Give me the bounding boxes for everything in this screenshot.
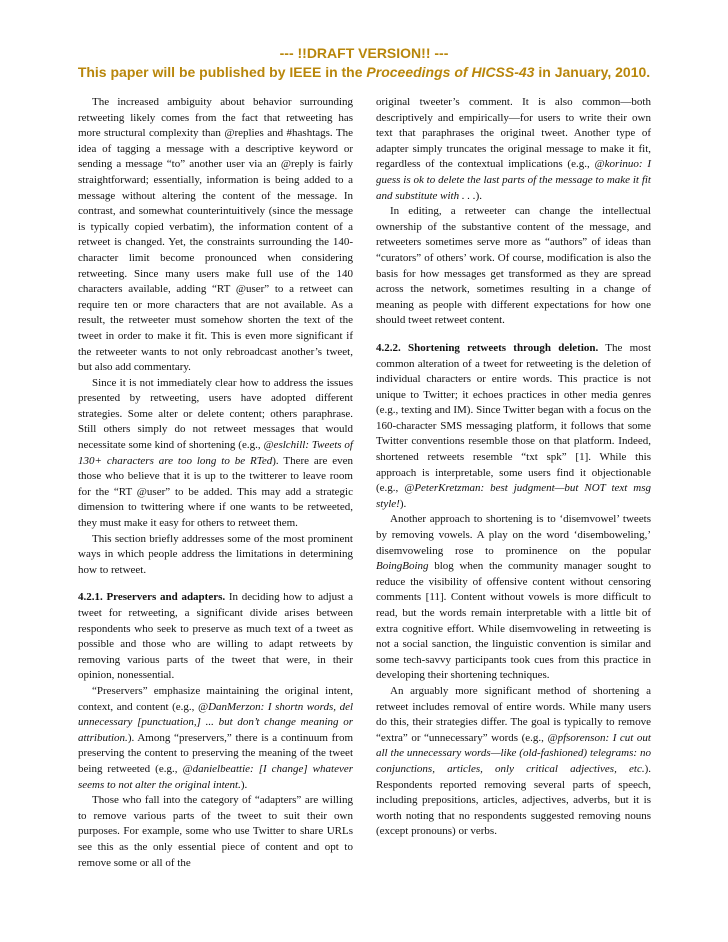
section-heading-4-2-2: 4.2.2. Shortening retweets through deletion.	[376, 341, 599, 354]
paragraph: Those who fall into the category of “adapters” are willing to remove various parts of the tweet to suit their own purposes. For example, some who use Twitter to share URLs see this as the only essential piece of content and opt to remove some or all of the	[78, 794, 353, 869]
text-run: ).	[475, 189, 483, 202]
paragraph	[78, 684, 353, 793]
text-run: ).	[240, 778, 248, 791]
tweet-quote: @pfsorenson: I cut out all the unnecessary words—like (old-fashioned) telegrams: no conjunctions, articles, only critical adjectives, etc.	[376, 731, 651, 775]
section-gap	[376, 329, 651, 341]
text-run: ). There are even those who believe that it is up to the twitterer to leave room for the “RT @user” to be added. This may add a strategic dimension to twittering where if one wants to be retweeted, they must make it easy for others to retweet them.	[78, 454, 354, 530]
text-run: An arguably more significant method of shortening a retweet includes removal of entire words. While many users do this, their strategies differ. The goal is typically to remove “extra” or “unnecessary” words (e.g.,	[376, 684, 651, 744]
paragraph	[376, 684, 651, 840]
paragraph	[78, 376, 353, 532]
text-run: In deciding how to adjust a tweet for retweeting, a significant divide arises between respondents who seek to preserve as much text of a tweet as possible and those who are willing to adapt retweets by removing various parts of the tweet that were, in their opinion, nonessential.	[78, 591, 353, 682]
paragraph	[376, 512, 651, 684]
tweet-quote: @korinuo: I guess is ok to delete the last parts of the message to make it fit and substitute with . . .	[376, 158, 652, 202]
blog-name: BoingBoing	[376, 560, 429, 573]
paragraph	[376, 95, 651, 204]
tweet-quote: @danielbeattie: [I change] whatever seems to not alter the original intent.	[78, 762, 353, 791]
paragraph: In editing, a retweeter can change the intellectual ownership of the substantive content of the message, and retweeters sometimes serve more as “authors” of ideas than “curators” of others’ work. Of course, modification is also the basis for how messages get transformed as they are spread across the network, sometimes resulting in a change of meaning as people with different expectations for how one should tweet retweet content.	[376, 205, 651, 327]
tweet-quote: @PeterKretzman: best judgment—but NOT text msg style!	[376, 482, 651, 510]
publication-notice	[0, 63, 728, 82]
publication-notice-post: in January, 2010.	[534, 64, 651, 80]
paragraph: The increased ambiguity about behavior surrounding retweeting likely comes from the fact that retweeting has more structural complexity than @replies and #hashtags. The idea of tagging a message with a descriptive keyword or sending a message “to” another user via an @reply is fairly straightforward; essentially, information is being added to a message without altering the content of the message. In contrast, and somewhat counterintuitively (since the message is typically copied verbatim), the information content of a retweet is changed. Yet, the constraints surrounding the 140-character limit become pronounced when considering retweeting. Since many users make full use of the 140 characters available, adding “RT @user” to a retweet can require ten or more characters that are not available. As a result, the retweeter must somehow shorten the text of the tweet in order to make it fit. This is even more significant if the retweeter wants to not only rebroadcast another’s tweet, but also add commentary.	[78, 96, 353, 374]
text-run: The most common alteration of a tweet for retweeting is the deletion of individual characters or entire words. This practice is not unique to Twitter; it echoes practices in other media genres (e.g., texting and IM). Since Twitter began with a focus on the 160-character SMS messaging platform, it follows that some Twitter conventions resemble those on that platform. Indeed, shortened retweets resemble “txt spk” [1]. While this approach is interpretable, some users find it objectionable (e.g.,	[376, 341, 652, 495]
text-run: ). Respondents reported removing several parts of speech, including prepositions, articles, adjectives, adverbs, but it is worth noting that no respondents suggested removing nouns (except pronouns) or verbs.	[376, 762, 651, 838]
text-run: blog when the community manager sought to reduce the visibility of offensive content without censoring comments [11]. Content without vowels is more difficult to read, but the words remain interpretable with a little bit of extra cognitive effort. While disemvoweling in retweeting is not a social sanction, the linguistic convention is similar and some tech-savvy participants took cues from this practice in developing their shortening techniques.	[376, 560, 651, 682]
paragraph: This section briefly addresses some of the most prominent ways in which people address the limitations in determining how to retweet.	[78, 532, 353, 576]
right-column	[376, 95, 651, 840]
left-column	[78, 95, 353, 871]
proceedings-title: Proceedings of HICSS-43	[366, 64, 535, 80]
text-run: ).	[399, 497, 407, 510]
text-run: Another approach to shortening is to ‘disemvowel’ tweets by removing vowels. A play on the word ‘disemboweling,’ disemvoweling rose to prominence on the popular	[376, 513, 651, 557]
section-heading-4-2-1: 4.2.1. Preservers and adapters.	[78, 591, 226, 604]
draft-notice: --- !!DRAFT VERSION!! ---	[279, 45, 449, 61]
section-gap	[78, 578, 353, 590]
text-run: “Preservers” emphasize maintaining the original intent, context, and content (e.g.,	[78, 684, 353, 713]
text-run: ). Among “preservers,” there is a continuum from preserving the content to preserving the meaning of the tweet being retweeted (e.g.,	[78, 731, 353, 775]
publication-notice-pre: This paper will be published by IEEE in the	[77, 64, 367, 80]
draft-banner	[0, 44, 728, 82]
tweet-quote: @eslchill: Tweets of 130+ characters are too long to be RTed	[78, 439, 353, 467]
text-run: Since it is not immediately clear how to address the issues presented by retweeting, users have adopted different strategies. Some alter or delete content; others paraphrase. Still others simply do not retweet messages that would necessitate some kind of shortening (e.g.,	[78, 376, 353, 452]
tweet-quote: @DanMerzon: I shortn words, del unnecessary [punctuation,] ... but don’t change meaning or attribution.	[78, 700, 354, 744]
text-run: original tweeter’s comment. It is also common—both descriptively and empirically—for users to write their own text that paraphrases the original tweet. Another type of adapter simply truncates the original message to make it fit, regardless of the contextual implications (e.g.,	[376, 96, 651, 171]
